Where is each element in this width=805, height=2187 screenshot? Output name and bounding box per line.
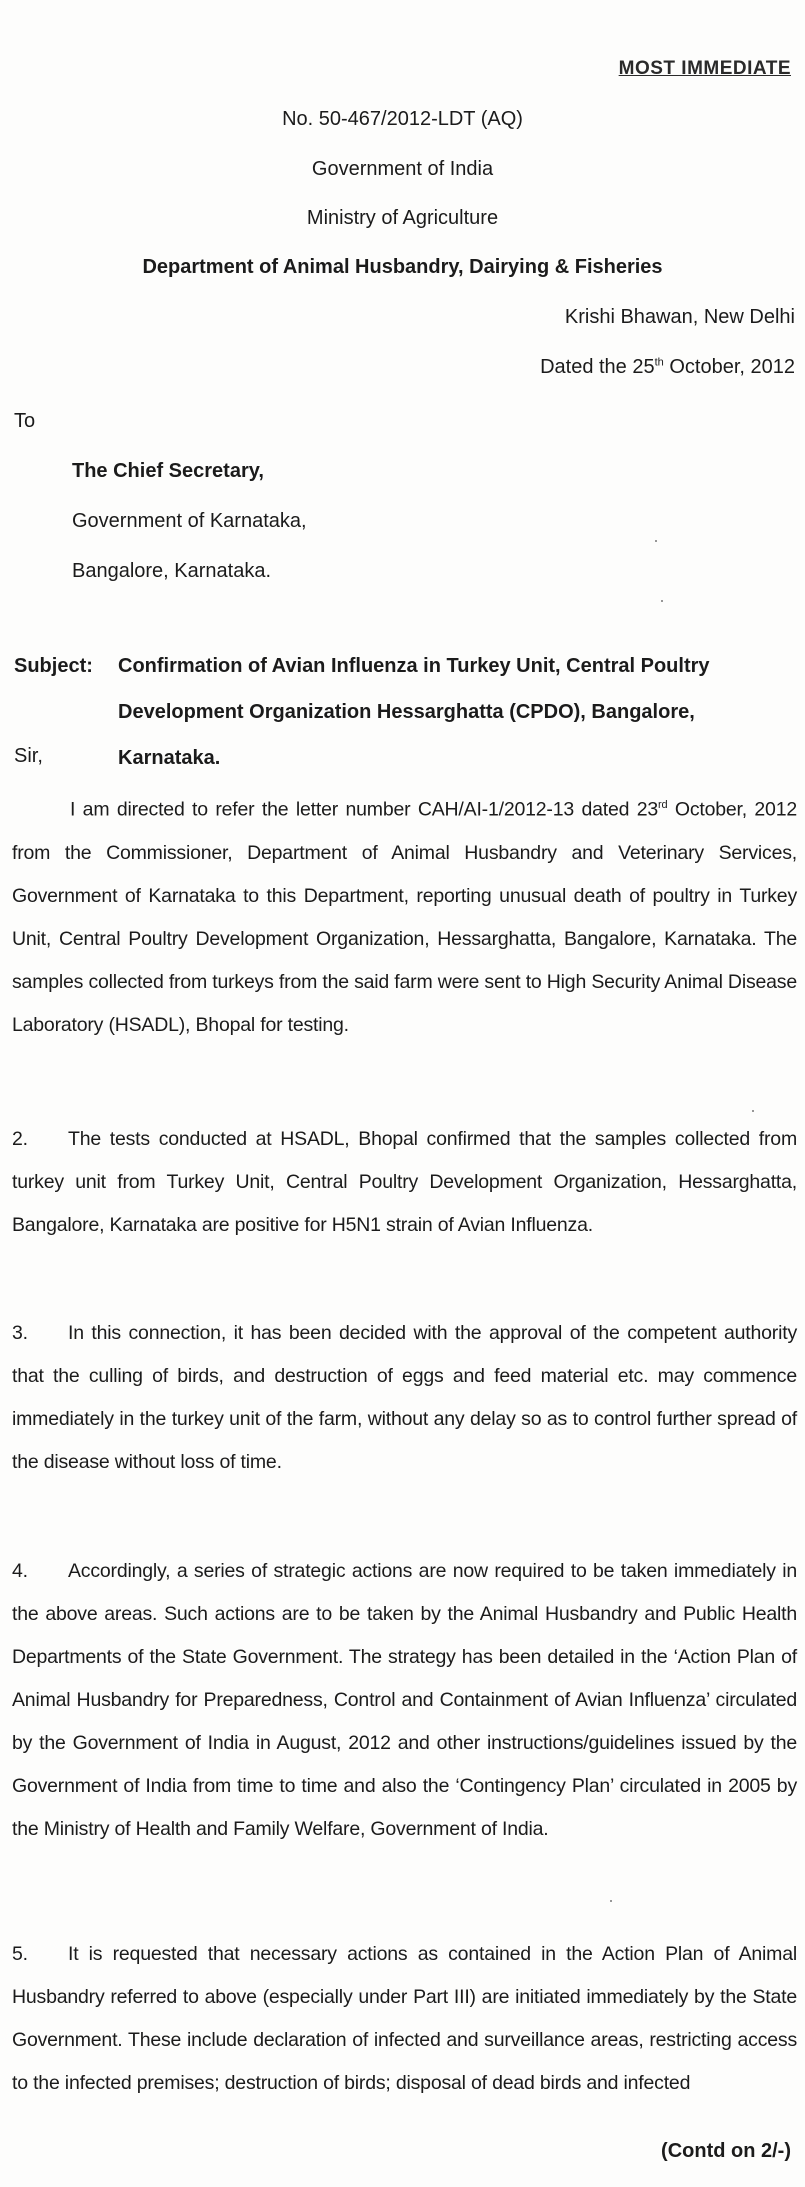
scan-speck <box>655 540 657 542</box>
paragraph-5 <box>12 1933 797 2105</box>
addressee-organization: Government of Karnataka, <box>72 510 307 532</box>
subject-label: Subject: <box>14 655 93 677</box>
paragraph-5-number: 5. <box>12 1943 28 1965</box>
to-label: To <box>14 410 36 432</box>
date-suffix: October, 2012 <box>663 356 795 378</box>
scan-speck <box>661 600 663 602</box>
scan-speck <box>752 1110 754 1112</box>
paragraph-1-ordinal: rd <box>658 799 668 811</box>
scan-speck <box>610 1900 612 1902</box>
department-line: Department of Animal Husbandry, Dairying & Fisheries <box>142 256 663 278</box>
paragraph-5-text: It is requested that necessary actions as contained in the Action Plan of Animal Husbandry referred to above (especially under Part III) are initiated immediately by the State Government. These include declaration of infected and surveillance areas, restricting access to the infected premises; destruction of birds; disposal of dead birds and infected <box>12 1943 797 2094</box>
reference-number: No. 50-467/2012-LDT (AQ) <box>282 108 523 130</box>
paragraph-1-start: I am directed to refer the letter number CAH/AI-1/2012-13 dated 23 <box>70 798 658 821</box>
subject-text: Confirmation of Avian Influenza in Turkey Unit, Central Poultry Development Organization Hessarghatta (CPDO), Bangalore, Karnataka. <box>118 655 710 769</box>
date-prefix: Dated the 25 <box>540 356 655 378</box>
paragraph-3-number: 3. <box>12 1322 28 1344</box>
priority-marking: MOST IMMEDIATE <box>618 58 791 79</box>
salutation: Sir, <box>14 745 43 767</box>
government-line: Government of India <box>311 158 494 180</box>
paragraph-3-text: In this connection, it has been decided with the approval of the competent authority that the culling of birds, and destruction of eggs and feed material etc. may commence immediately in the turkey unit of the farm, without any delay so as to control further spread of the disease without loss of time. <box>12 1322 797 1473</box>
paragraph-4-number: 4. <box>12 1560 28 1582</box>
paragraph-2 <box>12 1118 797 1247</box>
date-ordinal: th <box>654 356 664 369</box>
paragraph-4-text: Accordingly, a series of strategic actions are now required to be taken immediately in the above areas. Such actions are to be taken by the Animal Husbandry and Public Health Departments of the State Government. The strategy has been detailed in the ‘Action Plan of Animal Husbandry for Preparedness, Control and Containment of Avian Influenza’ circulated by the Government of India in August, 2012 and other instructions/guidelines issued by the Government of India from time to time and also the ‘Contingency Plan’ circulated in 2005 by the Ministry of Health and Family Welfare, Government of India. <box>12 1560 797 1840</box>
place-line: Krishi Bhawan, New Delhi <box>564 306 795 328</box>
paragraph-2-text: The tests conducted at HSADL, Bhopal confirmed that the samples collected from turkey unit from Turkey Unit, Central Poultry Development Organization, Hessarghatta, Bangalore, Karnataka are positive for H5N1 strain of Avian Influenza. <box>12 1128 797 1236</box>
date-line <box>540 356 795 379</box>
addressee-title: The Chief Secretary, <box>72 460 264 482</box>
addressee-location: Bangalore, Karnataka. <box>72 560 272 582</box>
paragraph-1 <box>12 784 797 1047</box>
paragraph-1-rest: October, 2012 from the Commissioner, Department of Animal Husbandry and Veterinary Services, Government of Karnataka to this Department, reporting unusual death of poultry in Turkey Unit, Central Poultry Development Organization, Hessarghatta, Bangalore, Karnataka. The samples collected from turkeys from the said farm were sent to High Security Animal Disease Laboratory (HSADL), Bhopal for testing. <box>12 798 797 1036</box>
continuation-note: (Contd on 2/-) <box>661 2140 791 2162</box>
ministry-line: Ministry of Agriculture <box>306 207 499 229</box>
paragraph-2-number: 2. <box>12 1128 28 1150</box>
paragraph-4 <box>12 1550 797 1851</box>
paragraph-3 <box>12 1312 797 1484</box>
